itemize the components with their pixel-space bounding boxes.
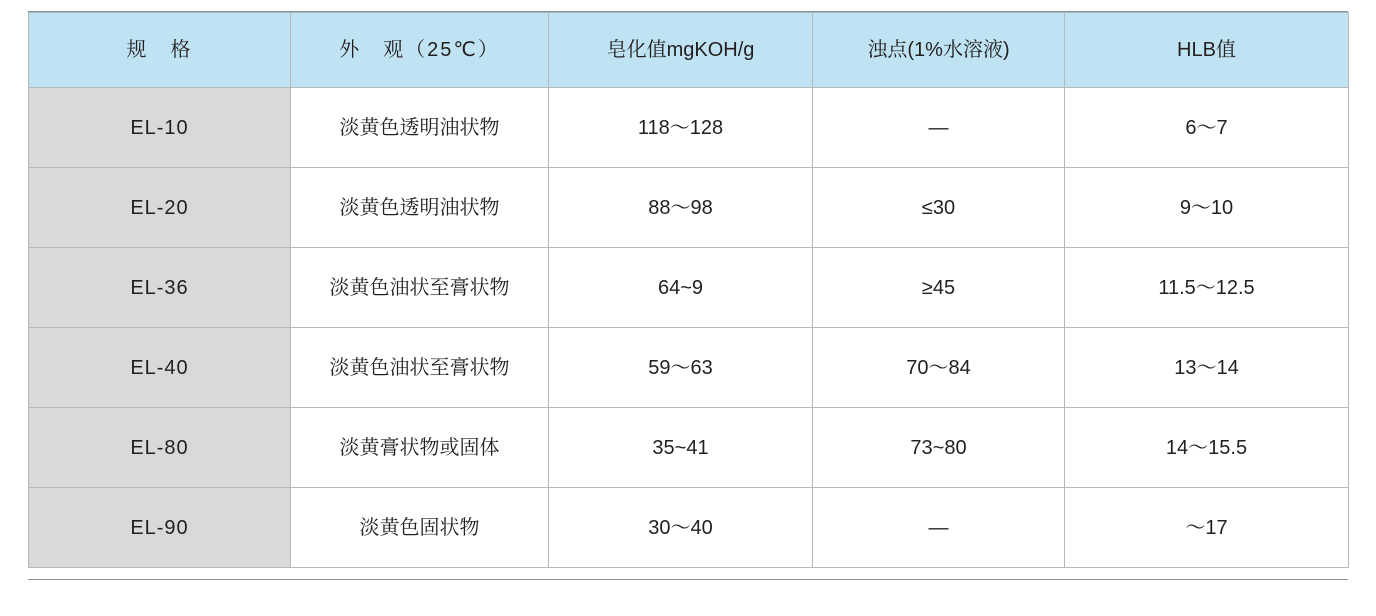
column-header-saponification-value: 皂化值mgKOH/g: [549, 13, 813, 88]
cell-appearance: 淡黄色油状至膏状物: [291, 248, 549, 328]
spec-table-container: [28, 12, 1348, 568]
table-row: [29, 488, 1349, 568]
cell-hlb: 6～7: [1065, 88, 1349, 168]
cell-saponification: 59～63: [549, 328, 813, 408]
cell-spec: EL-20: [29, 168, 291, 248]
column-header-cloud-point: 浊点(1%水溶液): [813, 13, 1065, 88]
table-header-row: [29, 13, 1349, 88]
column-header-hlb-value: HLB值: [1065, 13, 1349, 88]
cell-saponification: 30～40: [549, 488, 813, 568]
cell-saponification: 88～98: [549, 168, 813, 248]
table-row: [29, 88, 1349, 168]
cell-hlb: ～17: [1065, 488, 1349, 568]
cell-saponification: 35~41: [549, 408, 813, 488]
column-header-spec: 规 格: [29, 13, 291, 88]
cell-hlb: 13～14: [1065, 328, 1349, 408]
cell-cloud-point: 70～84: [813, 328, 1065, 408]
cell-hlb: 9～10: [1065, 168, 1349, 248]
cell-spec: EL-36: [29, 248, 291, 328]
cell-saponification: 118～128: [549, 88, 813, 168]
table-bottom-rule: [28, 579, 1348, 580]
cell-cloud-point: —: [813, 488, 1065, 568]
table-row: [29, 328, 1349, 408]
table-row: [29, 408, 1349, 488]
table-body: [29, 88, 1349, 568]
cell-cloud-point: ≥45: [813, 248, 1065, 328]
cell-cloud-point: 73~80: [813, 408, 1065, 488]
cell-appearance: 淡黄色透明油状物: [291, 168, 549, 248]
cell-spec: EL-10: [29, 88, 291, 168]
table-row: [29, 168, 1349, 248]
cell-hlb: 14～15.5: [1065, 408, 1349, 488]
cell-appearance: 淡黄色油状至膏状物: [291, 328, 549, 408]
cell-cloud-point: ≤30: [813, 168, 1065, 248]
cell-appearance: 淡黄色固状物: [291, 488, 549, 568]
cell-spec: EL-80: [29, 408, 291, 488]
cell-appearance: 淡黄膏状物或固体: [291, 408, 549, 488]
column-header-appearance: 外 观（25℃）: [291, 13, 549, 88]
cell-appearance: 淡黄色透明油状物: [291, 88, 549, 168]
cell-spec: EL-40: [29, 328, 291, 408]
cell-spec: EL-90: [29, 488, 291, 568]
cell-saponification: 64~9: [549, 248, 813, 328]
table-row: [29, 248, 1349, 328]
specification-table: [28, 12, 1349, 568]
cell-hlb: 11.5～12.5: [1065, 248, 1349, 328]
table-header: [29, 13, 1349, 88]
cell-cloud-point: —: [813, 88, 1065, 168]
